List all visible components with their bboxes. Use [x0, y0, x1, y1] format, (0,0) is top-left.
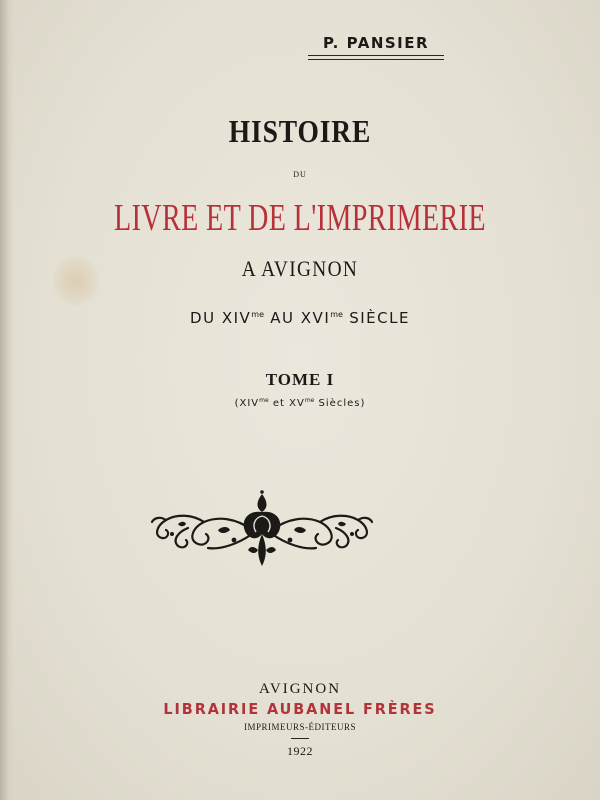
author-name: P. PANSIER [308, 34, 444, 56]
publication-year: 1922 [287, 744, 313, 758]
volume-subtitle: ($XIV^{me}$ et $XV^{me}$ Siècles) [234, 397, 366, 409]
floral-scroll-ornament-icon [148, 488, 376, 572]
title-line-3: A AVIGNON [241, 256, 359, 281]
title-connector: DU [293, 170, 307, 179]
volume-label: TOME I [265, 370, 335, 389]
period-subtitle: DU $XIV^{me}$ AU $XVI^{me}$ SIÈCLE [190, 309, 410, 327]
title-line-2: LIVRE ET DE L'IMPRIMERIE [114, 197, 486, 239]
author-underline [308, 59, 444, 60]
publisher-role: IMPRIMEURS-ÉDITEURS [243, 722, 356, 732]
publisher-name: LIBRAIRIE AUBANEL FRÈRES [163, 700, 437, 718]
title-line-1: HISTOIRE [228, 113, 372, 149]
divider-dash [291, 738, 309, 739]
publication-place: AVIGNON [258, 681, 342, 697]
